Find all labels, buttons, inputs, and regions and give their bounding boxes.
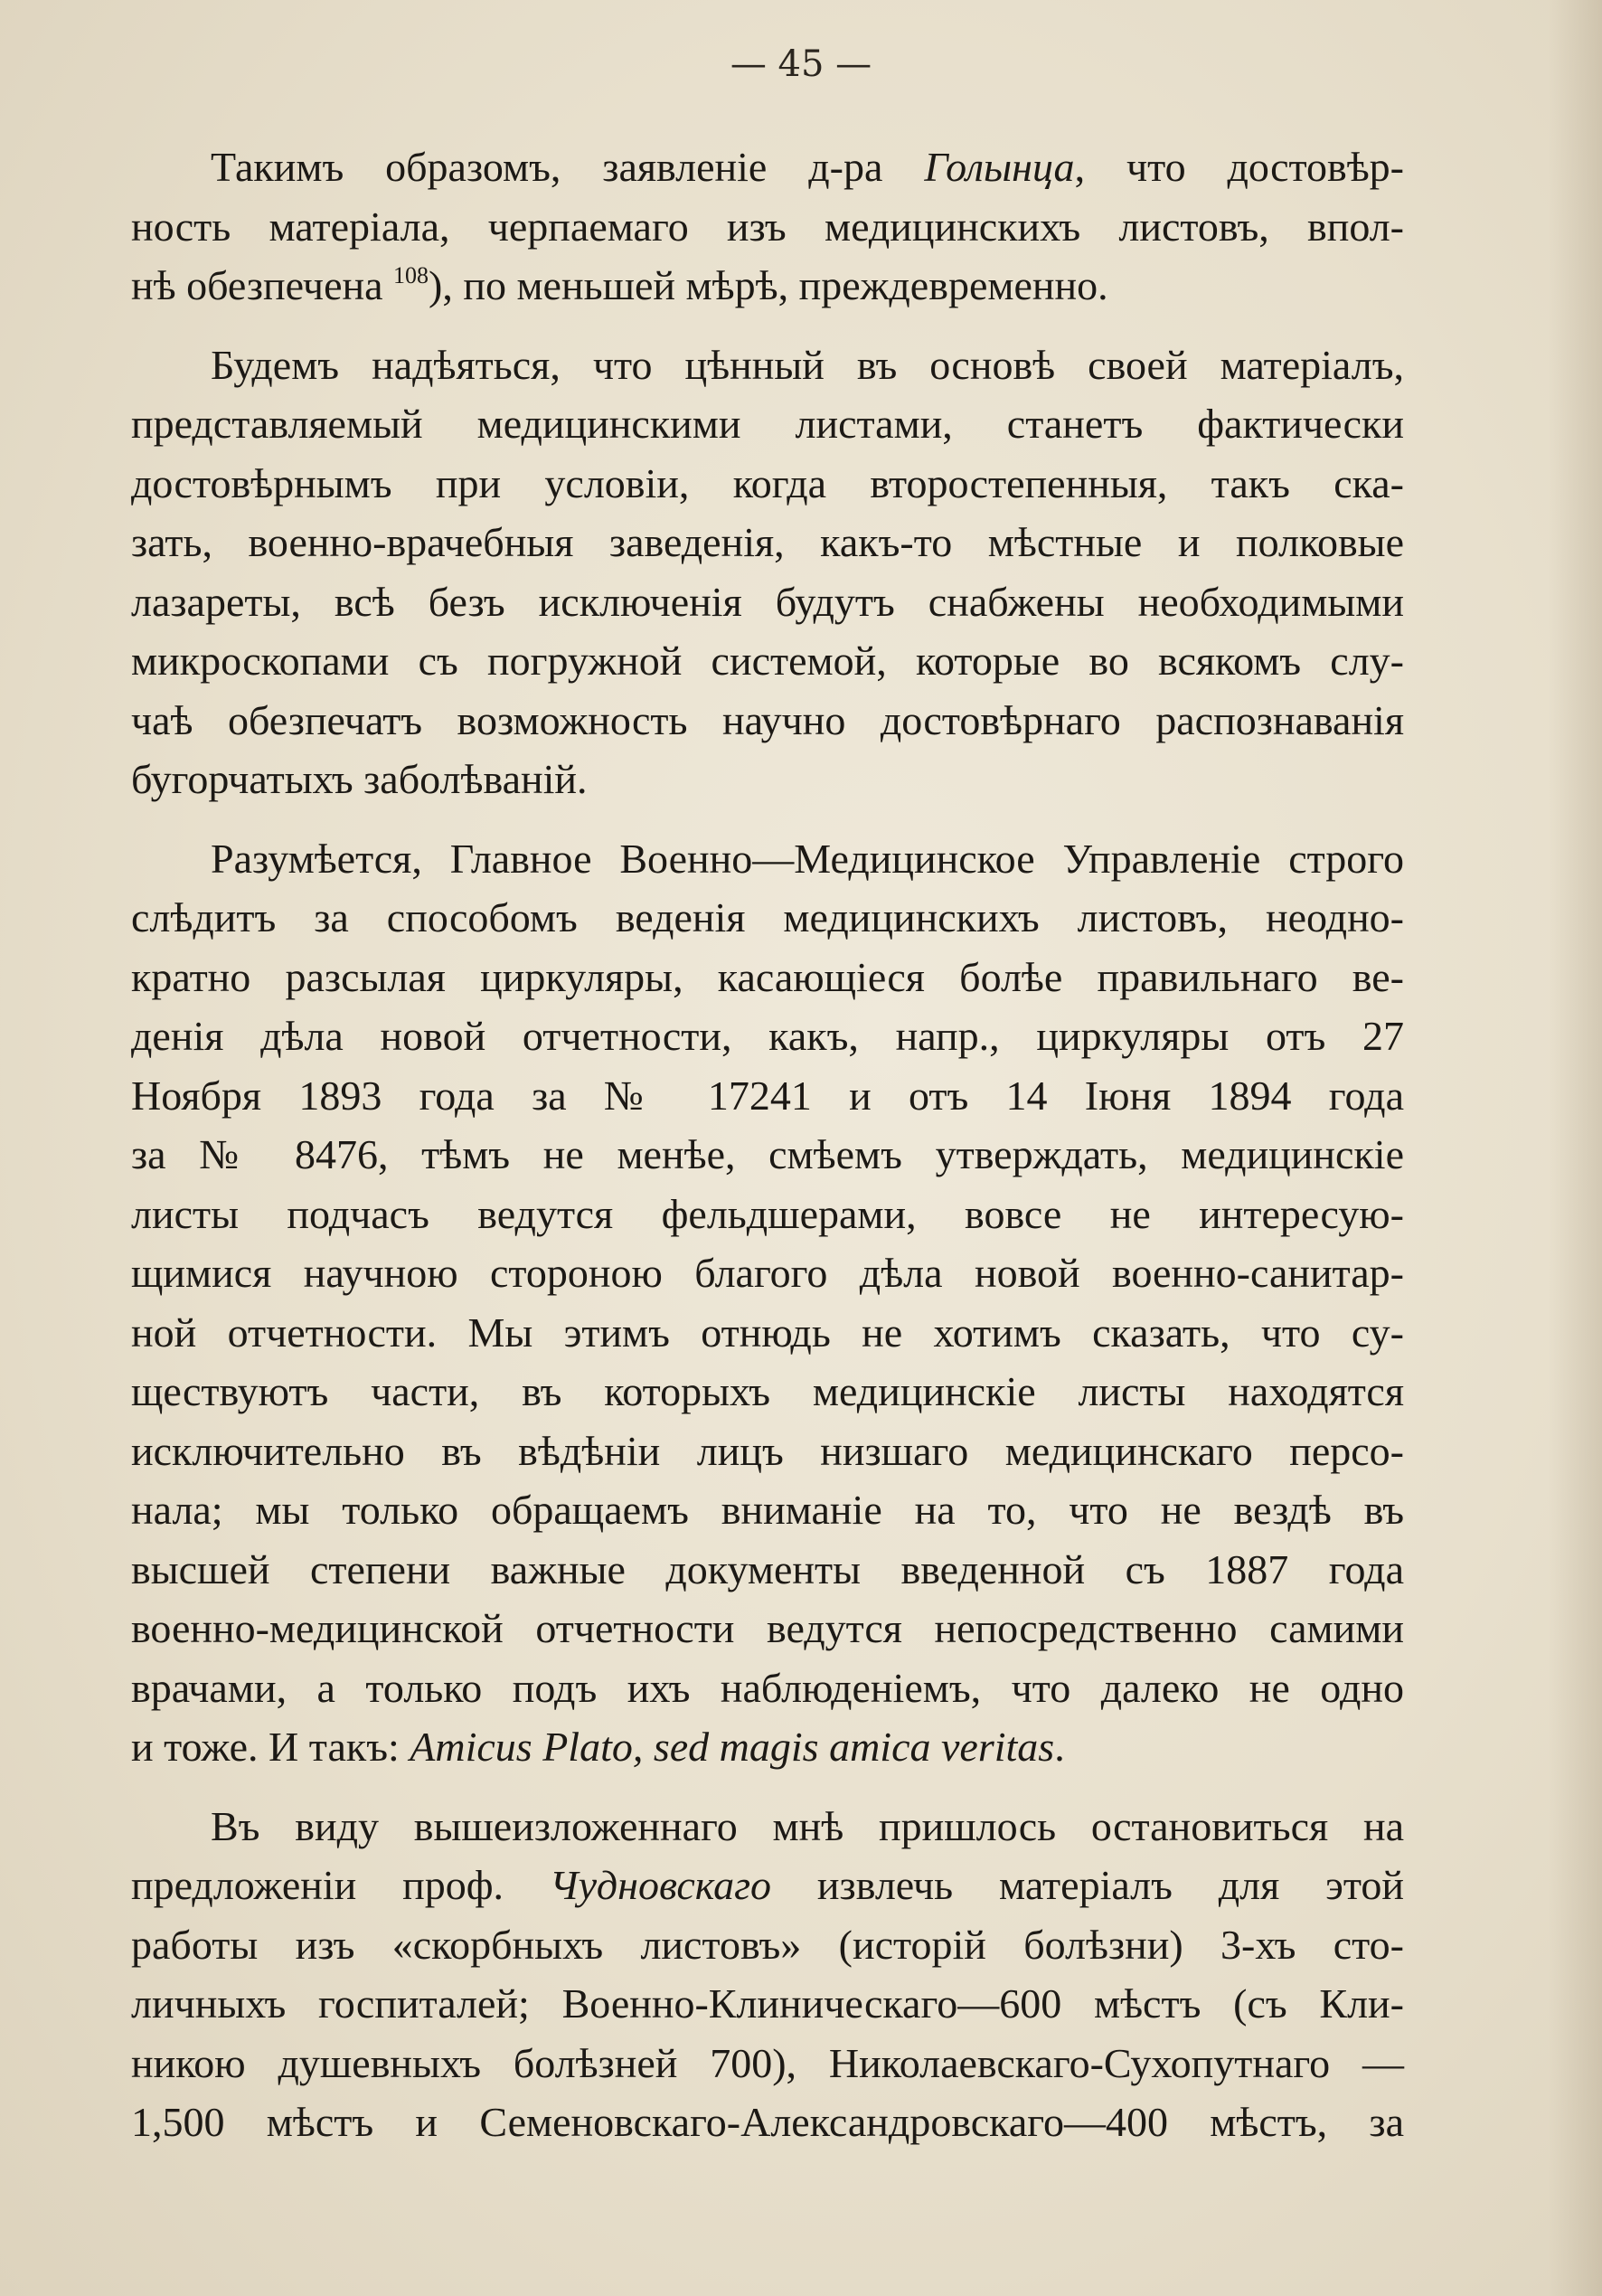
text-line: ной отчетности. Мы этимъ отнюдь не хотимъ сказать, что су- [131,1309,1404,1356]
text-line: за № 8476, тѣмъ не менѣе, смѣемъ утверждать, медицинскіе [131,1131,1404,1177]
text-line: зать, военно-врачебныя заведенія, какъ-то мѣстные и полковые [131,519,1404,565]
text-line: и тоже. И такъ: Amicus Plato, sed magis amica veritas. [131,1724,1065,1770]
paragraph-4 [131,1797,1404,2152]
text-line: никою душевныхъ болѣзней 700), Николаевскаго-Сухопутнаго — [131,2039,1404,2086]
text-line: высшей степени важные документы введенной съ 1887 года [131,1545,1404,1592]
italic-text: Голынца [924,144,1075,190]
text-line: микроскопами съ погружной системой, которые во всякомъ слу- [131,638,1404,684]
text-line: чаѣ обезпечатъ возможность научно достовѣрнаго распознаванія [131,696,1404,743]
text-line: щимися научною стороною благого дѣла новой военно-санитар- [131,1250,1404,1296]
paragraph-2 [131,335,1404,809]
text-line: Будемъ надѣяться, что цѣнный въ основѣ своей матеріалъ, [211,341,1404,388]
italic-text: Чудновскаго [549,1862,772,1908]
text-line: нѣ обезпечена $^{108}$), по меньшей мѣрѣ, преждевременно. [131,262,1108,308]
text-line: представляемый медицинскими листами, станетъ фактически [131,401,1404,447]
text-line: кратно разсылая циркуляры, касающіеся болѣе правильнаго ве- [131,953,1404,1000]
text-line: слѣдитъ за способомъ веденія медицинскихъ листовъ, неодно- [131,894,1404,940]
text-line: ществуютъ части, въ которыхъ медицинскіе листы находятся [131,1368,1404,1414]
page-edge-shadow [1548,0,1602,2296]
text-line: ность матеріала, черпаемаго изъ медицинскихъ листовъ, впол- [131,203,1404,250]
text-line: Разумѣется, Главное Военно—Медицинское Управленіе строго [211,835,1404,882]
text-line: лазареты, всѣ безъ исключенія будутъ снабжены необходимыми [131,578,1404,625]
italic-text: Amicus Plato, sed magis amica veritas [410,1724,1055,1770]
text-line: работы изъ «скорбныхъ листовъ» (исторій болѣзни) 3-хъ сто- [131,1921,1404,1968]
text-line: предложеніи проф. Чудновскаго извлечь матеріалъ для этой [131,1862,1404,1908]
text-line: Ноября 1893 года за № 17241 и отъ 14 Іюня 1894 года [131,1072,1404,1119]
text-line: врачами, а только подъ ихъ наблюденіемъ, что далеко не одно [131,1664,1404,1711]
paragraph-1 [131,137,1404,316]
footnote-reference: 108 [393,262,429,288]
text-line: листы подчасъ ведутся фельдшерами, вовсе не интересую- [131,1190,1404,1237]
page-number: — 45 — [730,43,872,85]
text-line: денія дѣла новой отчетности, какъ, напр., циркуляры отъ 27 [131,1013,1404,1059]
text-line: военно-медицинской отчетности ведутся непосредственно самими [131,1605,1404,1651]
text-line: Въ виду вышеизложеннаго мнѣ пришлось остановиться на [211,1802,1404,1849]
paragraph-3 [131,829,1404,1777]
text-line: достовѣрнымъ при условіи, когда второстепенныя, такъ ска- [131,459,1404,506]
text-line: Такимъ образомъ, заявленіе д-ра Голынца, что достовѣр- [211,144,1404,190]
text-line: нала; мы только обращаемъ вниманіе на то, что не вездѣ въ [131,1487,1404,1533]
text-body [131,137,1404,2152]
text-line: исключительно въ вѣдѣніи лицъ низшаго медицинскаго персо- [131,1427,1404,1474]
text-line: бугорчатыхъ заболѣваній. [131,756,588,802]
text-line: 1,500 мѣстъ и Семеновскаго-Александровскаго—400 мѣстъ, за [131,2099,1404,2145]
text-line: личныхъ госпиталей; Военно-Клиническаго—600 мѣстъ (съ Кли- [131,1980,1404,2027]
